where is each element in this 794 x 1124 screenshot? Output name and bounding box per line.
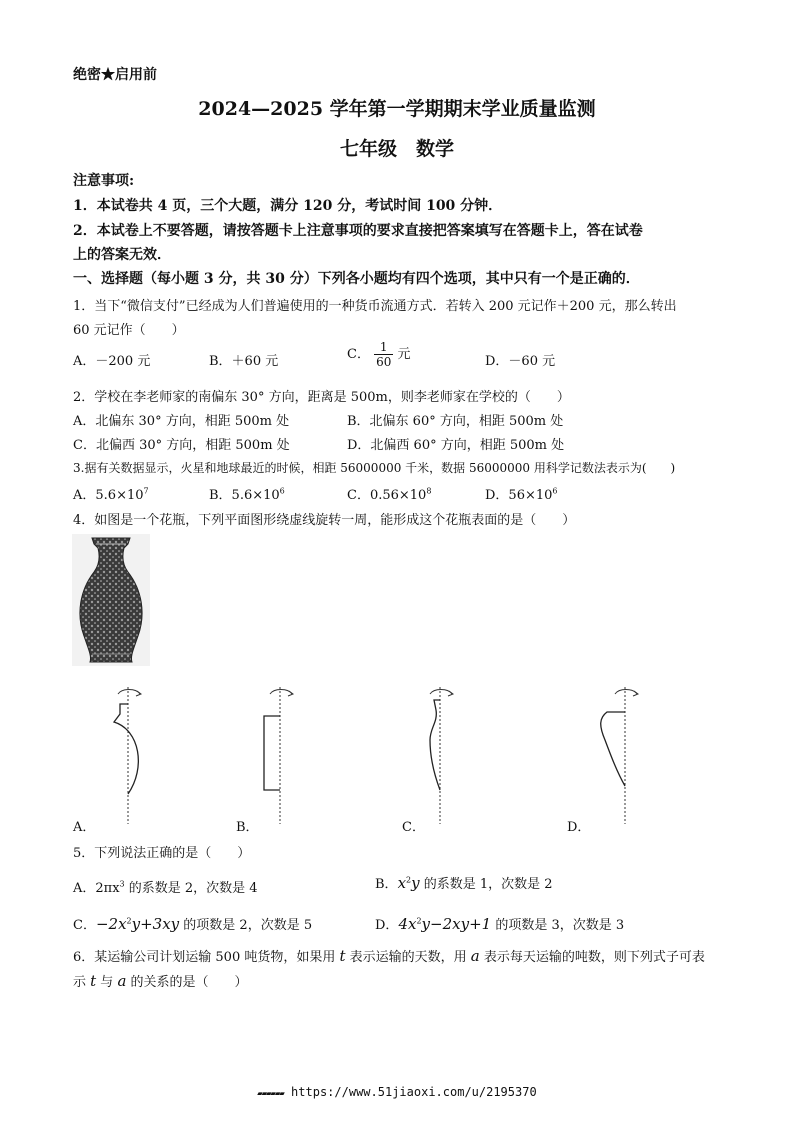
q2-option-c: C．北偏西 30° 方向，相距 500m 处 xyxy=(73,438,290,453)
exam-title: 2024—2025 学年第一学期期末学业质量监测 xyxy=(198,98,596,120)
q5-option-b-expr: x xyxy=(397,874,407,892)
q5-option-d xyxy=(375,914,624,933)
q4-figure-b xyxy=(240,682,320,827)
q6-var-a-2: a xyxy=(117,972,127,990)
q1-option-c xyxy=(347,340,411,369)
vase-image xyxy=(72,534,150,666)
q1-option-c-numerator: 1 xyxy=(374,340,393,355)
q5-option-d-exp: 2 xyxy=(416,916,422,926)
q6-text-5: 与 xyxy=(96,975,118,990)
q5-option-c-exp: 2 xyxy=(126,916,132,926)
footer-marks: ▰▰▰▰▰▰ xyxy=(257,1089,284,1099)
q4-figure-c xyxy=(400,682,480,827)
notes-item-1: 1．本试卷共 4 页，三个大题，满分 120 分，考试时间 100 分钟． xyxy=(73,198,503,214)
q2-option-b: B．北偏东 60° 方向，相距 500m 处 xyxy=(347,414,564,429)
q1-option-c-unit: 元 xyxy=(397,347,411,362)
q5-option-b-exp: 2 xyxy=(406,875,412,885)
q6-text-3: 表示每天运输的吨数，则下列式子可表 xyxy=(479,950,705,965)
q6-var-t: t xyxy=(339,947,346,965)
q2-option-d: D．北偏西 60° 方向，相距 500m 处 xyxy=(347,438,565,453)
q1-stem-line1: 1．当下“微信支付”已经成为人们普遍使用的一种货币流通方式．若转入 200 元记作＋200 元，那么转出 xyxy=(73,299,677,314)
q5-option-d-text: 的项数是 3，次数是 3 xyxy=(491,918,625,933)
q3-option-c-exp: 8 xyxy=(426,486,432,496)
q5-option-a xyxy=(73,877,258,896)
q5-option-b-label: B． xyxy=(375,877,398,892)
exam-subtitle: 七年级 数学 xyxy=(339,138,454,160)
q6-text-6: 的关系的是（ ） xyxy=(126,975,248,990)
footer-url[interactable]: https://www.51jiaoxi.com/u/2195370 xyxy=(291,1085,537,1099)
page-footer xyxy=(0,1085,794,1099)
q4-figure-a xyxy=(88,682,168,827)
q1-stem-line2: 60 元记作（ ） xyxy=(73,323,185,338)
confidential-label: 绝密★启用前 xyxy=(73,67,157,83)
q5-option-c-expr2: y+3xy xyxy=(131,915,180,933)
q3-option-d-exp: 6 xyxy=(552,486,558,496)
notes-heading: 注意事项: xyxy=(73,173,135,189)
q3-option-d xyxy=(485,484,558,503)
q5-option-c-text: 的项数是 2，次数是 5 xyxy=(179,918,313,933)
q6-text-1: 6．某运输公司计划运输 500 吨货物，如果用 xyxy=(73,950,340,965)
q6-text-2: 表示运输的天数，用 xyxy=(345,950,471,965)
q5-option-d-expr: 4x xyxy=(398,915,417,933)
section-1-heading: 一、选择题（每小题 3 分，共 30 分）下列各小题均有四个选项，其中只有一个是正确的． xyxy=(73,271,640,287)
q3-option-a-exp: 7 xyxy=(143,486,149,496)
q3-option-a xyxy=(73,484,149,503)
q3-option-b-exp: 6 xyxy=(279,486,285,496)
q5-option-a-expr: A．2πx xyxy=(73,881,120,896)
q4-figure-d xyxy=(585,682,665,827)
q2-stem: 2．学校在李老师家的南偏东 30° 方向，距离是 500m，则李老师家在学校的（ ） xyxy=(73,390,570,405)
q5-option-c-expr: −2x xyxy=(95,915,127,933)
q3-option-d-base: D．56×10 xyxy=(485,488,553,503)
q4-stem: 4．如图是一个花瓶，下列平面图形绕虚线旋转一周，能形成这个花瓶表面的是（ ） xyxy=(73,513,576,528)
q5-option-d-expr2: y−2xy+1 xyxy=(421,915,492,933)
q1-option-b: B．＋60 元 xyxy=(209,354,279,369)
q6-stem-line2 xyxy=(73,971,248,990)
q1-option-d: D．－60 元 xyxy=(485,354,556,369)
q5-option-c-label: C． xyxy=(73,918,96,933)
q2-option-a: A．北偏东 30° 方向，相距 500m 处 xyxy=(73,414,290,429)
q5-stem: 5．下列说法正确的是（ ） xyxy=(73,846,251,861)
q3-option-c xyxy=(347,484,431,503)
q6-var-t-2: t xyxy=(90,972,97,990)
q5-option-b-text: 的系数是 1，次数是 2 xyxy=(419,877,553,892)
notes-item-2-line1: 2．本试卷上不要答题，请按答题卡上注意事项的要求直接把答案填写在答题卡上，答在试卷 xyxy=(73,223,643,239)
q1-option-a: A．－200 元 xyxy=(73,354,151,369)
q5-option-b xyxy=(375,873,553,892)
q5-option-b-expr2: y xyxy=(411,874,420,892)
q4-option-c: C． xyxy=(402,820,425,835)
q1-option-c-label: C． xyxy=(347,347,370,362)
q5-option-d-label: D． xyxy=(375,918,399,933)
q5-option-a-exp: 3 xyxy=(119,879,125,889)
q5-option-c xyxy=(73,914,312,933)
q6-var-a: a xyxy=(470,947,480,965)
q5-option-a-text: 的系数是 2，次数是 4 xyxy=(124,881,258,896)
q1-option-c-fraction xyxy=(374,340,393,369)
q3-option-b-base: B．5.6×10 xyxy=(209,488,280,503)
q6-text-4: 示 xyxy=(73,975,91,990)
q1-option-c-denominator: 60 xyxy=(376,355,392,369)
q4-option-a: A． xyxy=(73,820,96,835)
q3-option-a-base: A．5.6×10 xyxy=(73,488,144,503)
q6-stem-line1 xyxy=(73,946,705,965)
q4-option-b: B． xyxy=(236,820,259,835)
q3-stem: 3.据有关数据显示，火星和地球最近的时候，相距 56000000 千米，数据 56000000 用科学记数法表示为( ) xyxy=(73,461,676,475)
q3-option-c-base: C．0.56×10 xyxy=(347,488,427,503)
q3-option-b xyxy=(209,484,285,503)
q4-option-d: D． xyxy=(567,820,591,835)
notes-item-2-line2: 上的答案无效． xyxy=(73,247,171,263)
